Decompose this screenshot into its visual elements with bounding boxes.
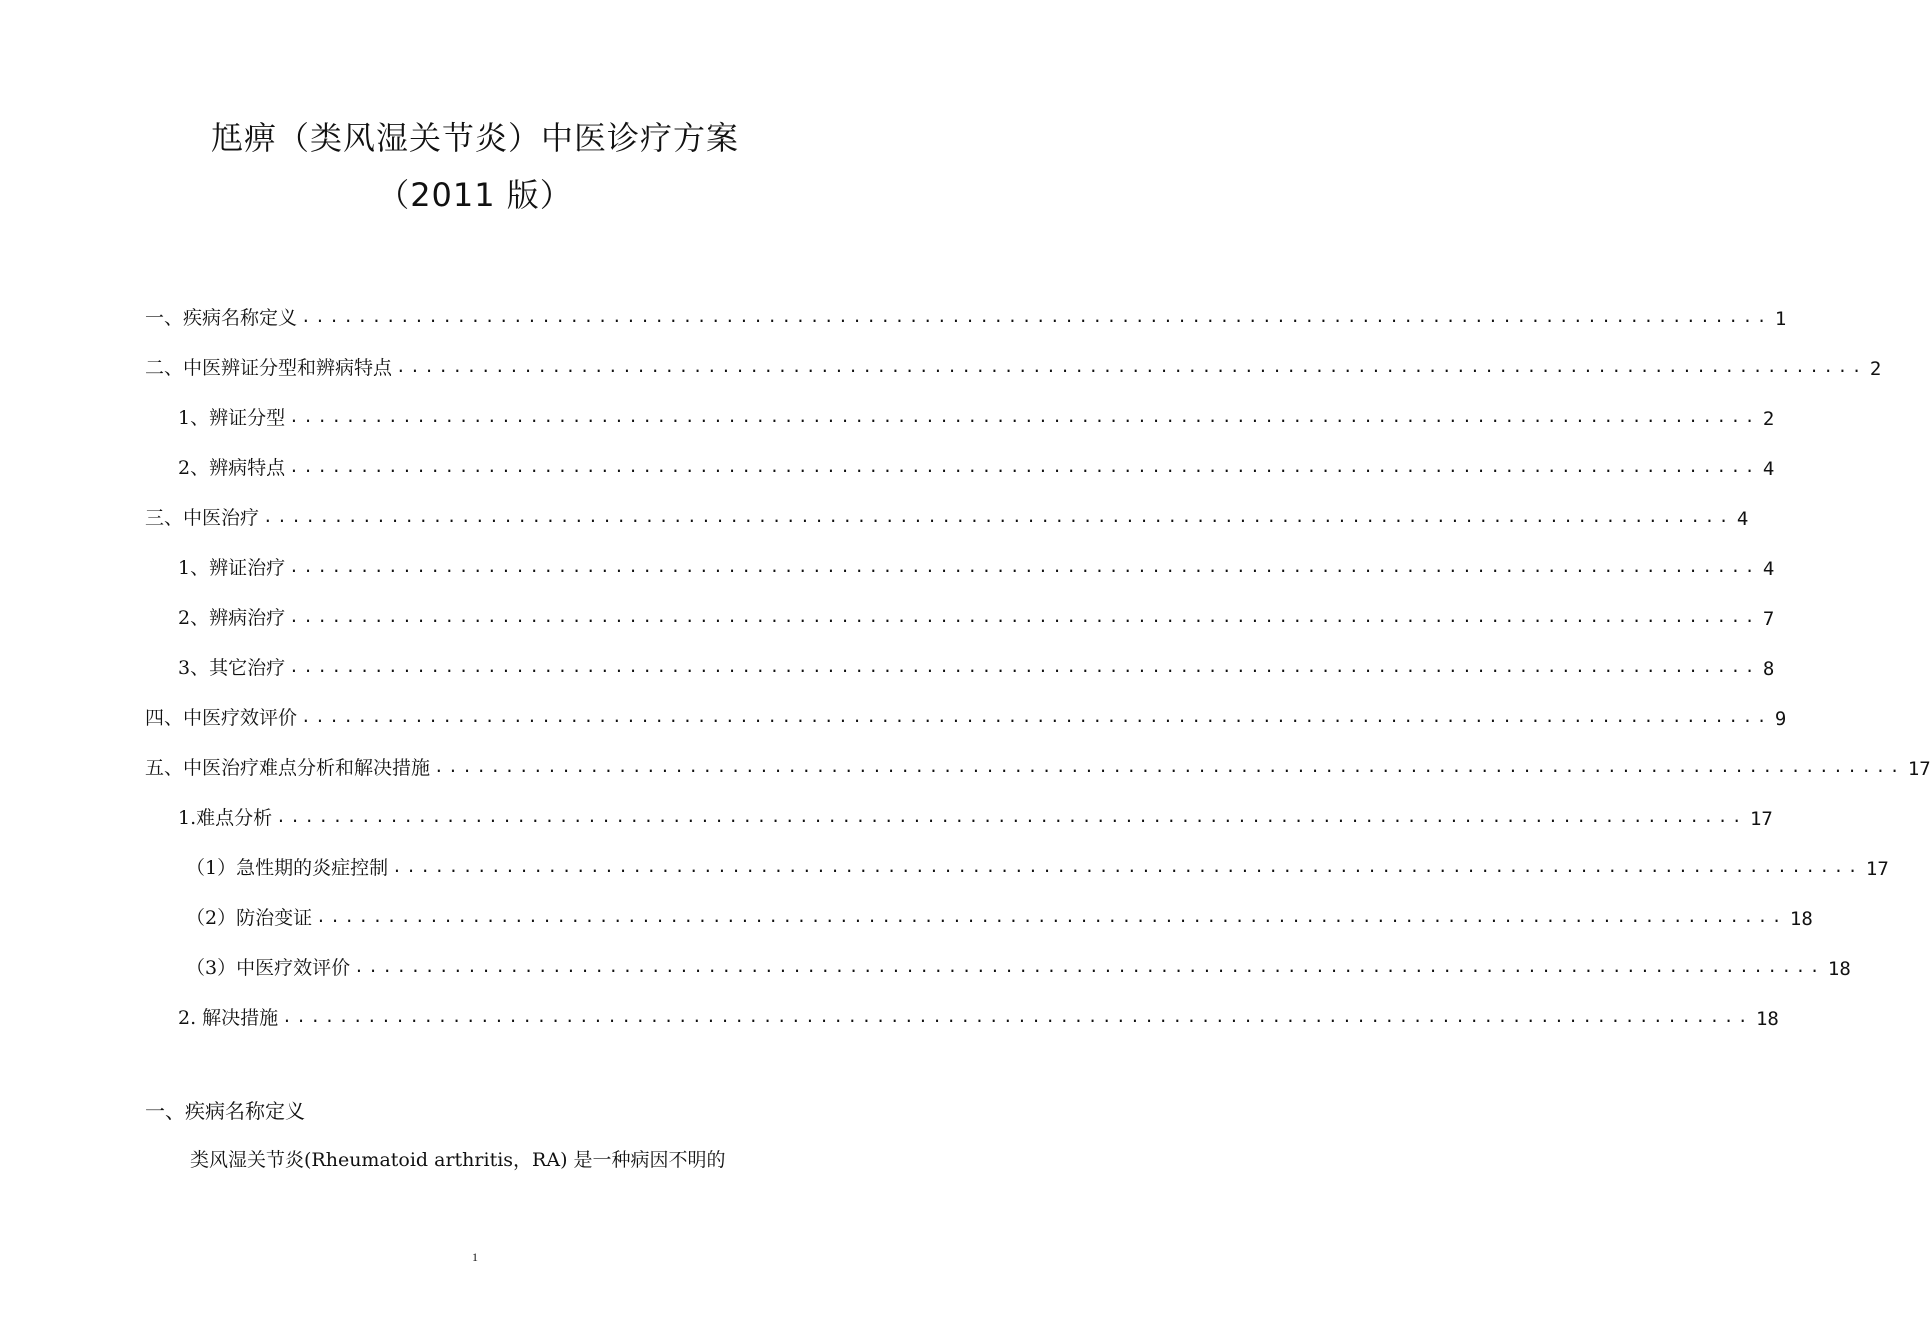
toc-entry-label: 2. 解决措施	[178, 1007, 279, 1029]
toc-entry-label: 三、中医治疗	[145, 507, 260, 529]
toc-entry[interactable]	[145, 340, 1882, 380]
toc-leader-dots: ........................................................................................................	[301, 307, 1771, 326]
toc-entry-label: 1、辨证分型	[178, 407, 286, 429]
toc-entry-label: 2、辨病治疗	[178, 607, 286, 629]
toc-entry-label: 四、中医疗效评价	[145, 707, 298, 729]
toc-entry-label: 二、中医辨证分型和辨病特点	[145, 357, 393, 379]
toc-entry[interactable]	[186, 940, 1851, 980]
toc-entry[interactable]	[145, 740, 1931, 780]
toc-entry-label: 2、辨病特点	[178, 457, 286, 479]
toc-leader-dots: ........................................................................................................	[354, 957, 1824, 976]
toc-entry-label: 一、疾病名称定义	[145, 307, 298, 329]
toc-leader-dots: ........................................................................................................	[392, 857, 1862, 876]
toc-entry-page: 17	[1865, 858, 1889, 880]
toc-entry-page: 4	[1762, 458, 1775, 480]
toc-entry-label: 3、其它治疗	[178, 657, 286, 679]
toc-entry-page: 9	[1774, 708, 1787, 730]
toc-entry-page: 18	[1827, 958, 1851, 980]
toc-entry[interactable]	[186, 840, 1889, 880]
toc-entry-label: 1、辨证治疗	[178, 557, 286, 579]
toc-entry[interactable]	[145, 490, 1749, 530]
toc-entry[interactable]	[178, 390, 1775, 430]
toc-entry[interactable]	[178, 440, 1775, 480]
toc-leader-dots: ........................................................................................................	[289, 657, 1759, 676]
toc-entry-page: 18	[1755, 1008, 1779, 1030]
toc-leader-dots: ........................................................................................................	[289, 607, 1759, 626]
toc-entry-page: 8	[1762, 658, 1775, 680]
toc-entry-page: 18	[1789, 908, 1813, 930]
toc-entry-label: 五、中医治疗难点分析和解决措施	[145, 757, 431, 779]
toc-entry-page: 17	[1749, 808, 1773, 830]
toc-leader-dots: ........................................................................................................	[316, 907, 1786, 926]
toc-leader-dots: ........................................................................................................	[282, 1007, 1752, 1026]
toc-entry-label: （3）中医疗效评价	[186, 957, 351, 979]
toc-entry[interactable]	[145, 690, 1787, 730]
toc-leader-dots: ........................................................................................................	[289, 557, 1759, 576]
toc-entry-label: （1）急性期的炎症控制	[186, 857, 389, 879]
toc-entry-page: 2	[1869, 358, 1882, 380]
toc-entry-label: （2）防治变证	[186, 907, 313, 929]
toc-entry[interactable]	[178, 590, 1775, 630]
page-number: 1	[472, 1250, 478, 1264]
toc-leader-dots: ........................................................................................................	[301, 707, 1771, 726]
toc-leader-dots: ........................................................................................................	[289, 407, 1759, 426]
toc-entry[interactable]	[145, 290, 1787, 330]
toc-entry[interactable]	[178, 790, 1773, 830]
toc-entry[interactable]	[178, 640, 1775, 680]
toc-entry-label: 1.难点分析	[178, 807, 273, 829]
toc-entry-page: 17	[1907, 758, 1931, 780]
section-heading: 一、疾病名称定义	[145, 1099, 305, 1123]
toc-entry-page: 7	[1762, 608, 1775, 630]
body-paragraph: 类风湿关节炎(Rheumatoid arthritis，RA) 是一种病因不明的	[190, 1149, 726, 1171]
toc-leader-dots: ........................................................................................................	[263, 507, 1733, 526]
toc-entry[interactable]	[178, 540, 1775, 580]
toc-entry[interactable]	[186, 890, 1813, 930]
toc-entry[interactable]	[178, 990, 1779, 1030]
toc-entry-page: 2	[1762, 408, 1775, 430]
toc-entry-page: 4	[1762, 558, 1775, 580]
document-subtitle: （2011 版）	[377, 176, 573, 214]
toc-leader-dots: ........................................................................................................	[396, 357, 1866, 376]
toc-leader-dots: ........................................................................................................	[276, 807, 1746, 826]
toc-entry-page: 4	[1736, 508, 1749, 530]
document-title: 尪痹（类风湿关节炎）中医诊疗方案	[210, 119, 739, 157]
toc-leader-dots: ........................................................................................................	[434, 757, 1904, 776]
toc-leader-dots: ........................................................................................................	[289, 457, 1759, 476]
toc-entry-page: 1	[1774, 308, 1787, 330]
